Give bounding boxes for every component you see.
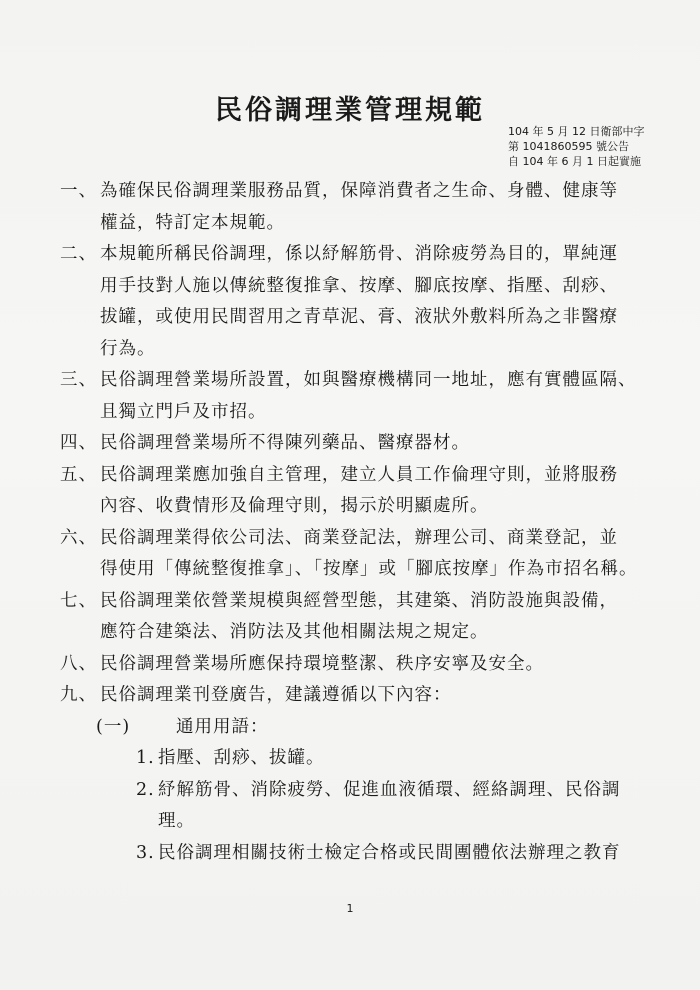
article-1	[60, 176, 680, 239]
notice-line: 第 1041860595 號公告	[508, 140, 629, 153]
article-line: 民俗調理業應加強自主管理，建立人員工作倫理守則，並將服務	[100, 464, 618, 485]
item-line: 紓解筋骨、消除疲勞、促進血液循環、經絡調理、民俗調	[158, 779, 621, 800]
subsection-label: 通用用語：	[176, 716, 269, 737]
subsection-number: (一)	[96, 716, 131, 737]
item-number: 3.	[136, 842, 155, 863]
article-line: 行為。	[100, 338, 156, 359]
article-line: 得使用「傳統整復推拿」、「按摩」或「腳底按摩」作為市招名稱。	[100, 559, 638, 579]
subsection-general-terms	[60, 712, 680, 744]
document-body	[60, 176, 680, 869]
item-line: 民俗調理相關技術士檢定合格或民間團體依法辦理之教育	[158, 842, 621, 863]
article-line: 用手技對人施以傳統整復推拿、按摩、腳底按摩、指壓、刮痧、	[100, 275, 618, 296]
article-number: 五、	[60, 464, 97, 485]
article-line: 拔罐，或使用民間習用之青草泥、膏、液狀外敷料所為之非醫療	[100, 307, 618, 327]
article-number: 六、	[60, 527, 97, 548]
list-item	[60, 838, 680, 870]
article-line: 內容、收費情形及倫理守則，揭示於明顯處所。	[100, 496, 489, 516]
article-line: 民俗調理業刊登廣告，建議遵循以下內容：	[100, 685, 452, 705]
page-number: 1	[346, 902, 354, 915]
article-7	[60, 586, 680, 649]
article-line: 本規範所稱民俗調理，係以紓解筋骨、消除疲勞為目的，單純運	[100, 244, 618, 264]
article-number: 一、	[60, 181, 97, 201]
article-number: 八、	[60, 653, 97, 674]
article-number: 三、	[60, 370, 97, 390]
article-line: 民俗調理營業場所不得陳列藥品、醫療器材。	[100, 433, 470, 453]
article-line: 權益，特訂定本規範。	[100, 212, 285, 233]
article-line: 民俗調理營業場所設置，如與醫療機構同一地址，應有實體區隔、	[100, 370, 637, 390]
article-number: 九、	[60, 685, 97, 705]
article-number: 七、	[60, 590, 97, 611]
list-item	[60, 775, 680, 838]
article-2	[60, 239, 680, 365]
article-6	[60, 523, 680, 586]
item-number: 1.	[136, 748, 155, 768]
item-line: 理。	[158, 811, 195, 831]
notice-line: 自 104 年 6 月 1 日起實施	[508, 155, 641, 168]
article-8	[60, 649, 680, 681]
item-line: 指壓、刮痧、拔罐。	[158, 748, 325, 768]
document-title: 民俗調理業管理規範	[215, 95, 485, 126]
item-number: 2.	[136, 779, 155, 800]
article-line: 民俗調理業得依公司法、商業登記法，辦理公司、商業登記，並	[100, 527, 618, 548]
article-9	[60, 680, 680, 712]
article-number: 二、	[60, 244, 97, 264]
article-line: 且獨立門戶及市招。	[100, 401, 267, 422]
article-4	[60, 428, 680, 460]
article-number: 四、	[60, 433, 97, 453]
announcement-notice	[508, 124, 644, 169]
notice-line: 104 年 5 月 12 日衛部中字	[508, 125, 645, 138]
article-3	[60, 365, 680, 428]
article-line: 民俗調理營業場所應保持環境整潔、秩序安寧及安全。	[100, 653, 544, 674]
article-line: 應符合建築法、消防法及其他相關法規之規定。	[100, 622, 489, 642]
article-line: 民俗調理業依營業規模與經營型態，其建築、消防設施與設備，	[100, 590, 618, 611]
article-line: 為確保民俗調理業服務品質，保障消費者之生命、身體、健康等	[100, 181, 618, 201]
article-5	[60, 460, 680, 523]
list-item	[60, 743, 680, 775]
